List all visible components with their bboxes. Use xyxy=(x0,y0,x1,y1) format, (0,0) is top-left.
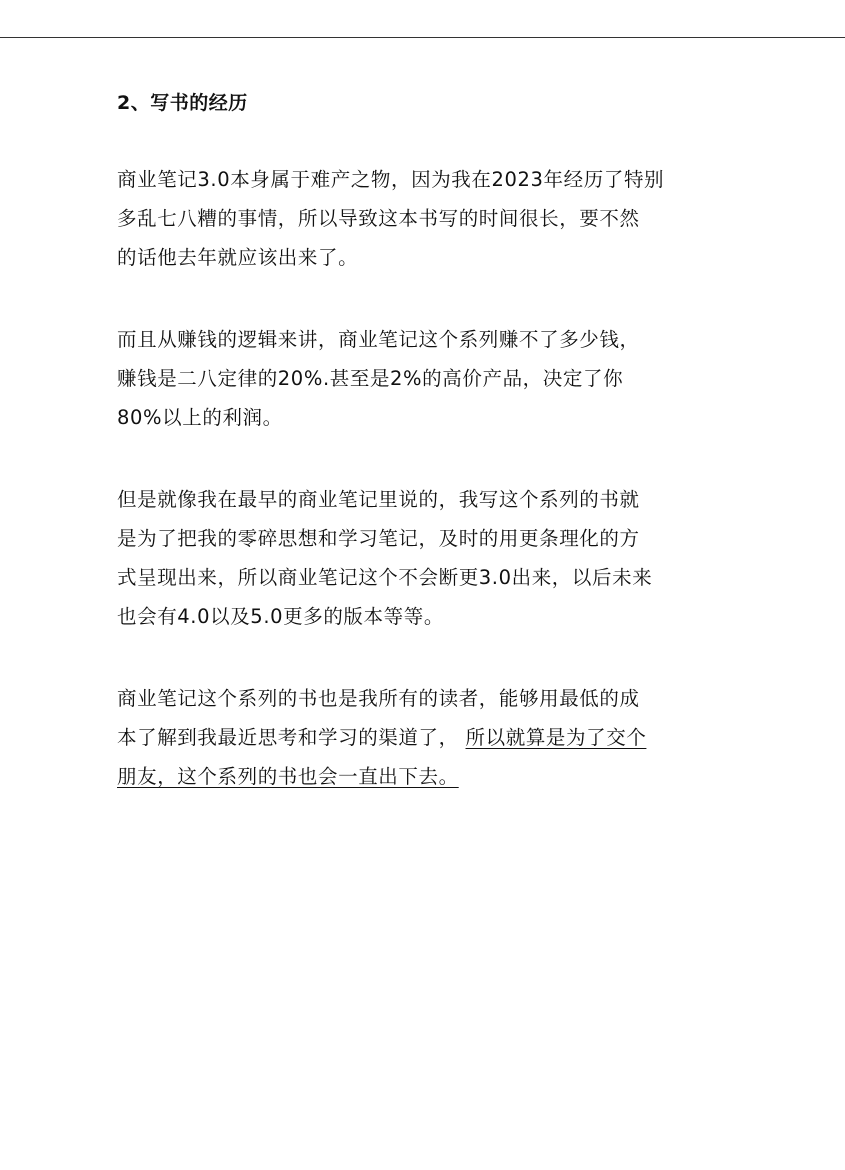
text-line xyxy=(117,718,737,757)
underlined-text: 朋友，这个系列的书也会一直出下去。 xyxy=(117,765,459,788)
text-line: 多乱七八糟的事情，所以导致这本书写的时间很长，要不然 xyxy=(117,207,640,230)
text-line: 也会有4.0以及5.0更多的版本等等。 xyxy=(117,605,444,628)
text-line: 而且从赚钱的逻辑来讲，商业笔记这个系列赚不了多少钱， xyxy=(117,328,640,351)
section-heading: 2、写书的经历 xyxy=(117,92,248,114)
text-line: 是为了把我的零碎思想和学习笔记，及时的用更条理化的方 xyxy=(117,527,640,550)
text-line: 但是就像我在最早的商业笔记里说的，我写这个系列的书就 xyxy=(117,488,640,511)
text-line: 80%以上的利润。 xyxy=(117,406,283,429)
plain-text: 本了解到我最近思考和学习的渠道了， xyxy=(117,726,459,749)
text-line: 商业笔记3.0本身属于难产之物，因为我在2023年经历了特别 xyxy=(117,168,665,191)
paragraph-3 xyxy=(117,480,737,636)
text-line xyxy=(117,757,737,796)
text-line: 赚钱是二八定律的20%.甚至是2%的高价产品，决定了你 xyxy=(117,367,624,390)
document-body xyxy=(117,88,737,839)
text-line: 的话他去年就应该出来了。 xyxy=(117,246,359,269)
text-line: 商业笔记这个系列的书也是我所有的读者，能够用最低的成 xyxy=(117,687,640,710)
paragraph-2 xyxy=(117,320,737,437)
paragraph-4 xyxy=(117,679,737,796)
text-line: 式呈现出来，所以商业笔记这个不会断更3.0出来，以后未来 xyxy=(117,566,653,589)
underlined-text: 所以就算是为了交个 xyxy=(465,726,647,749)
top-divider xyxy=(0,37,845,38)
paragraph-1 xyxy=(117,160,737,277)
